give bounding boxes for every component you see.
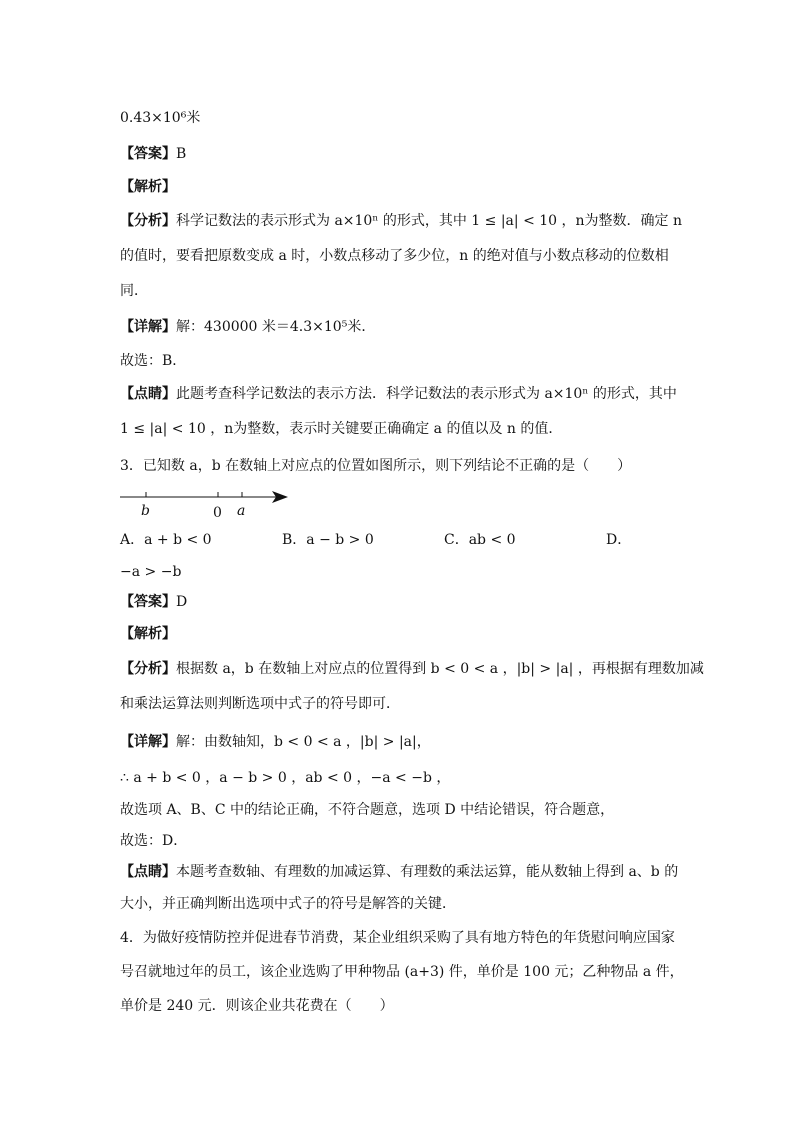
answer-value: B <box>176 146 187 162</box>
choice-line: 故选：B． <box>120 353 187 369</box>
question-4-stem: 4．为做好疫情防控并促进春节消费，某企业组织采购了具有地方特色的年货慰问响应国家 <box>120 930 675 946</box>
analysis-text: 科学记数法的表示形式为 a×10ⁿ 的形式，其中 1 ≤ |a| < 10 ，n为整数．确定 n <box>176 213 682 229</box>
detail-line <box>120 317 680 337</box>
question-3-stem: 3．已知数 a，b 在数轴上对应点的位置如图所示，则下列结论不正确的是（ ） <box>120 458 632 474</box>
label-b: b <box>141 503 150 519</box>
remark-text-cont: 1 ≤ |a| < 10 ，n为整数，表示时关键要正确确定 a 的值以及 n 的值． <box>120 421 563 437</box>
analysis-line-2 <box>120 659 704 679</box>
option-d-text: −a > −b <box>120 564 182 580</box>
option-d: D． <box>606 532 632 548</box>
number-line-figure <box>118 486 293 522</box>
answer-tag: 【答案】 <box>120 594 176 610</box>
remark-tag: 【点睛】 <box>120 386 176 402</box>
analysis-text: 根据数 a，b 在数轴上对应点的位置得到 b < 0 < a ，|b| > |a| ，再根据有理数加减 <box>176 661 704 677</box>
analysis-tag: 【分析】 <box>120 213 176 229</box>
choice-line-2: 故选：D． <box>120 833 188 849</box>
analysis-tag: 【分析】 <box>120 661 176 677</box>
analysis-heading: 【解析】 <box>120 179 176 195</box>
remark-line <box>120 384 680 404</box>
question-4-stem-cont: 号召就地过年的员工，该企业选购了甲种物品 (a+3) 件，单价是 100 元；乙种物品 a 件， <box>120 964 684 980</box>
detail-tag: 【详解】 <box>120 734 176 750</box>
analysis-text-cont: 和乘法运算法则判断选项中式子的符号即可． <box>120 696 400 712</box>
answer-value: D <box>176 594 188 610</box>
detail-line-2 <box>120 732 680 752</box>
remark-tag: 【点睛】 <box>120 864 176 880</box>
option-a: A．a + b < 0 <box>120 532 212 548</box>
detail-derivation: ∴ a + b < 0 ，a − b > 0 ，ab < 0 ，−a < −b ， <box>120 770 451 786</box>
analysis-text-cont: 的值时，要看把原数变成 a 时，小数点移动了多少位，n 的绝对值与小数点移动的位数相 <box>120 248 669 264</box>
option-b: B．a − b > 0 <box>282 532 374 548</box>
answer-tag: 【答案】 <box>120 146 176 162</box>
remark-text: 此题考查科学记数法的表示方法．科学记数法的表示形式为 a×10ⁿ 的形式，其中 <box>176 386 677 402</box>
detail-conclusion: 故选项 A、B、C 中的结论正确，不符合题意，选项 D 中结论错误，符合题意， <box>120 802 615 818</box>
label-a: a <box>237 503 246 519</box>
remark-line-2 <box>120 862 680 882</box>
remark-text: 本题考查数轴、有理数的加减运算、有理数的乘法运算，能从数轴上得到 a、b 的 <box>176 864 679 880</box>
detail-text: 解：430000 米＝4.3×10⁵米． <box>176 319 376 335</box>
remark-text-cont: 大小，并正确判断出选项中式子的符号是解答的关键． <box>120 896 456 912</box>
analysis-heading-2: 【解析】 <box>120 626 176 642</box>
option-c: C．ab < 0 <box>444 532 516 548</box>
analysis-line <box>120 211 680 231</box>
analysis-text-cont: 同． <box>120 283 148 299</box>
answer-line <box>120 144 680 164</box>
detail-text: 解：由数轴知，b < 0 < a ，|b| > |a|， <box>176 734 431 750</box>
answer-line-2 <box>120 592 680 612</box>
answer-choice-text: 0.43×10⁶米 <box>120 110 201 126</box>
question-4-stem-cont: 单价是 240 元．则该企业共花费在（ ） <box>120 998 394 1014</box>
label-zero: 0 <box>213 505 222 521</box>
detail-tag: 【详解】 <box>120 319 176 335</box>
